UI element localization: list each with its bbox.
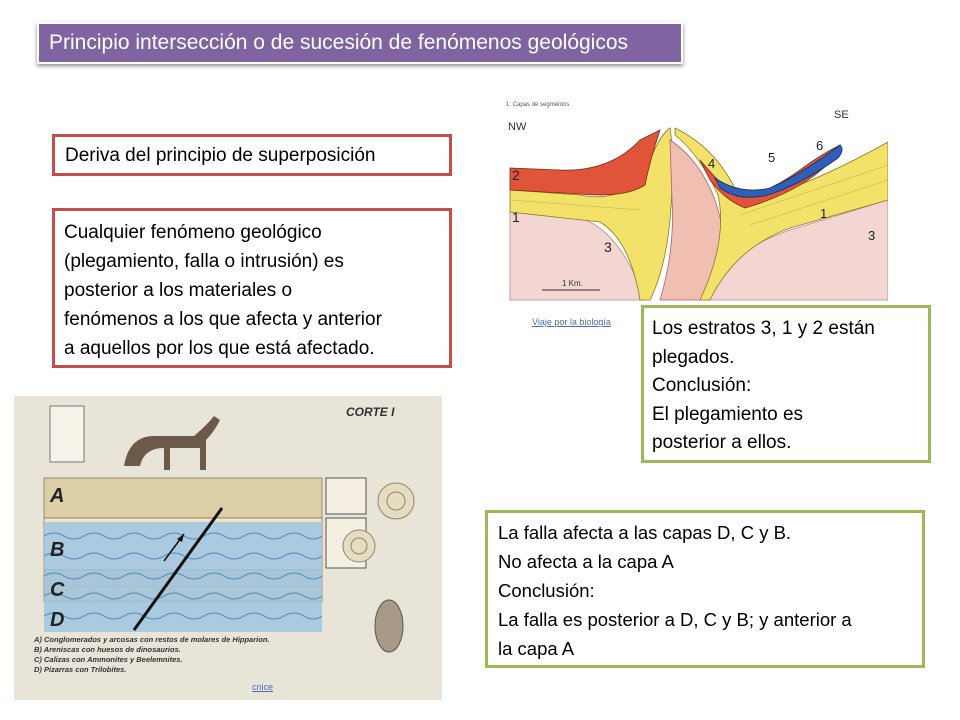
legend-c: C) Calizas con Ammonites y Beelemnites. — [34, 655, 183, 664]
fold-line-2: plegados. — [652, 346, 735, 368]
principle-line-1: Cualquier fenómeno geológico — [64, 222, 322, 243]
fold-conclusion-box — [641, 305, 931, 463]
fold-line-1: Los estratos 3, 1 y 2 están — [652, 318, 875, 339]
fold-line-4: El plegamiento es — [652, 403, 804, 425]
corte-i-image — [14, 396, 442, 700]
fold-cross-section-image — [500, 100, 888, 310]
slide-title: Principio intersección o de sucesión de fenómenos geológicos — [37, 22, 683, 64]
fold-line-5: posterior a ellos. — [652, 432, 792, 453]
num-4: 4 — [708, 156, 716, 171]
num-5: 5 — [768, 150, 776, 165]
corte-image-credit-link[interactable]: cnice — [252, 682, 274, 692]
fault-line-2: No afecta a la capa A — [498, 551, 674, 572]
layer-d-label: D — [50, 609, 65, 631]
legend-a: A) Conglomerados y arcosas con restos de molares de Hipparion. — [34, 635, 270, 644]
fault-line-4: La falla es posterior a D, C y B; y anterior a — [498, 609, 852, 630]
geo-image-credit-link[interactable]: Viaje por la biología — [532, 317, 611, 327]
principle-line-3: posterior a los materiales o — [64, 280, 293, 301]
nw-label: NW — [508, 121, 527, 133]
layer-c-label: C — [50, 579, 65, 601]
num-2: 2 — [512, 167, 520, 183]
principle-box — [52, 208, 452, 368]
fault-line-3: Conclusión: — [498, 580, 595, 601]
num-6: 6 — [816, 138, 824, 153]
legend-d: D) Pizarras con Trilobites. — [34, 665, 127, 674]
scale-label: 1 Km. — [562, 279, 583, 288]
corte-title: CORTE I — [346, 405, 395, 419]
num-3-right: 3 — [868, 228, 876, 243]
se-label: SE — [834, 109, 849, 121]
fold-header: 1: Capas de segmentos — [506, 102, 570, 108]
num-3: 3 — [604, 239, 612, 255]
principle-line-4: fenómenos a los que afecta y anterior — [64, 309, 382, 330]
fault-line-1: La falla afecta a las capas D, C y B. — [498, 522, 792, 543]
num-1: 1 — [512, 209, 520, 225]
fault-line-5: la capa A — [498, 638, 575, 659]
principle-line-2: (plegamiento, falla o intrusión) es — [64, 251, 344, 272]
layer-a-label: A — [50, 485, 65, 507]
layer-b-label: B — [50, 539, 65, 561]
num-1-right: 1 — [820, 206, 828, 221]
legend-b: B) Areniscas con huesos de dinosaurios. — [34, 645, 181, 654]
fold-line-3: Conclusión: — [652, 375, 752, 396]
principle-line-5: a aquellos por los que está afectado. — [64, 338, 375, 359]
fault-conclusion-box — [485, 510, 925, 668]
definition-text: Deriva del principio de superposición — [65, 145, 376, 166]
definition-box — [52, 134, 452, 176]
